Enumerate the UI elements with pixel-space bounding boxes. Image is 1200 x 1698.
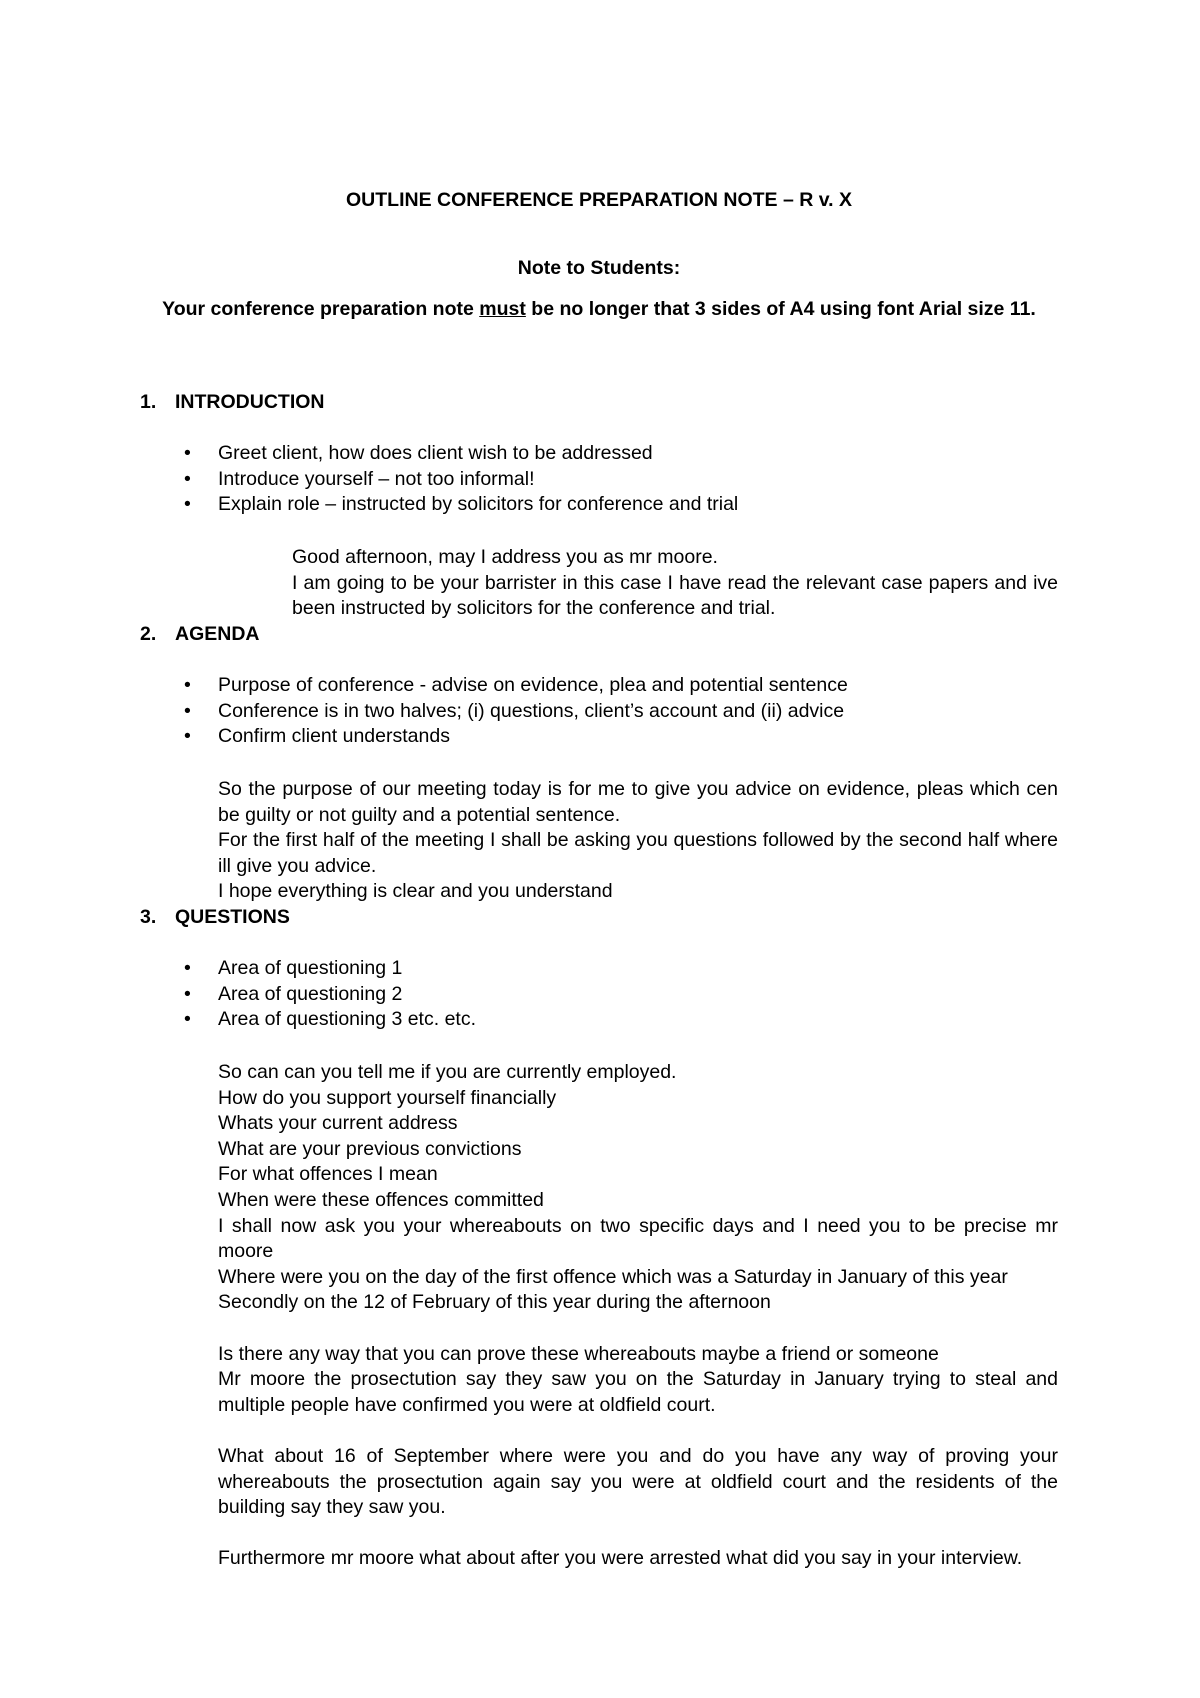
section-heading-introduction — [140, 390, 1040, 416]
agenda-bullet-list — [184, 673, 1064, 750]
bullet-icon: • — [184, 674, 191, 696]
section-heading-questions — [140, 905, 1040, 931]
list-item: • Purpose of conference - advise on evidence, plea and potential sentence — [184, 673, 1064, 699]
bullet-icon: • — [184, 467, 191, 490]
bullet-icon: • — [184, 493, 191, 516]
list-item: • Area of questioning 2 — [184, 982, 1064, 1008]
section-title: AGENDA — [175, 623, 260, 645]
section-title: QUESTIONS — [175, 906, 290, 928]
bullet-icon: • — [184, 982, 191, 1005]
script-line: Mr moore the prosectution say they saw you on the Saturday in January trying to steal and multiple people have confirmed you were at oldfield court. — [218, 1368, 1058, 1416]
bullet-icon: • — [184, 699, 191, 722]
list-item: • Explain role – instructed by solicitors for conference and trial — [184, 492, 1064, 518]
bullet-icon: • — [184, 1008, 191, 1031]
script-line: Good afternoon, may I address you as mr moore. — [292, 546, 718, 568]
agenda-script — [218, 777, 1058, 905]
script-line: Where were you on the day of the first offence which was a Saturday in January of this year — [218, 1265, 1008, 1288]
list-item: • Confirm client understands — [184, 724, 1064, 750]
script-line: Whats your current address — [218, 1112, 458, 1135]
bullet-icon: • — [184, 957, 191, 979]
bullet-icon: • — [184, 442, 191, 464]
script-paragraph: Furthermore mr moore what about after you were arrested what did you say in your interview. — [218, 1547, 1023, 1570]
note-body-pre: Your conference preparation note — [162, 298, 480, 320]
script-line: I hope everything is clear and you understand — [218, 880, 613, 903]
script-line: So can can you tell me if you are currently employed. — [218, 1061, 677, 1083]
section-number: 2. — [140, 623, 157, 645]
section-heading-agenda — [140, 622, 1040, 648]
script-line: For what offences I mean — [218, 1163, 438, 1186]
script-line: So the purpose of our meeting today is for me to give you advice on evidence, pleas which cen be guilty or not guilty and a potential sentence. — [218, 778, 1058, 826]
list-item: • Conference is in two halves; (i) questions, client’s account and (ii) advice — [184, 699, 1064, 725]
questions-bullet-list — [184, 956, 1064, 1033]
questions-script — [218, 1060, 1058, 1572]
script-paragraph: What about 16 of September where were you and do you have any way of proving your whereabouts the prosectution again say you were at oldfield court and the residents of the building say they saw you. — [218, 1444, 1058, 1519]
note-heading: Note to Students: — [517, 257, 681, 279]
script-line: I shall now ask you your whereabouts on two specific days and I need you to be precise mr moore — [218, 1214, 1058, 1263]
introduction-bullet-list — [184, 441, 1064, 518]
note-body-post: be no longer that 3 sides of A4 using font Arial size 11. — [525, 298, 1036, 320]
section-title: INTRODUCTION — [175, 391, 325, 413]
script-line: Secondly on the 12 of February of this year during the afternoon — [218, 1291, 771, 1314]
section-number: 3. — [140, 906, 157, 928]
list-item: • Introduce yourself – not too informal! — [184, 467, 1064, 493]
list-item: • Greet client, how does client wish to be addressed — [184, 441, 1064, 467]
bullet-icon: • — [184, 725, 191, 748]
list-item: • Area of questioning 3 etc. etc. — [184, 1007, 1064, 1033]
script-line: What are your previous convictions — [218, 1137, 522, 1160]
note-body — [140, 297, 1058, 323]
script-line: When were these offences committed — [218, 1188, 544, 1211]
introduction-script — [292, 545, 1058, 622]
script-line: I am going to be your barrister in this case I have read the relevant case papers and ive been instructed by solicitors for the conference and trial. — [292, 571, 1058, 620]
document-title: OUTLINE CONFERENCE PREPARATION NOTE – R v. X — [346, 189, 852, 211]
list-item: • Area of questioning 1 — [184, 956, 1064, 982]
script-line: How do you support yourself financially — [218, 1086, 557, 1109]
script-line: For the first half of the meeting I shall be asking you questions followed by the second half where ill give you advice. — [218, 829, 1058, 877]
note-body-emphasis: must — [479, 298, 526, 320]
script-line: Is there any way that you can prove these whereabouts maybe a friend or someone — [218, 1342, 939, 1365]
section-number: 1. — [140, 391, 157, 413]
